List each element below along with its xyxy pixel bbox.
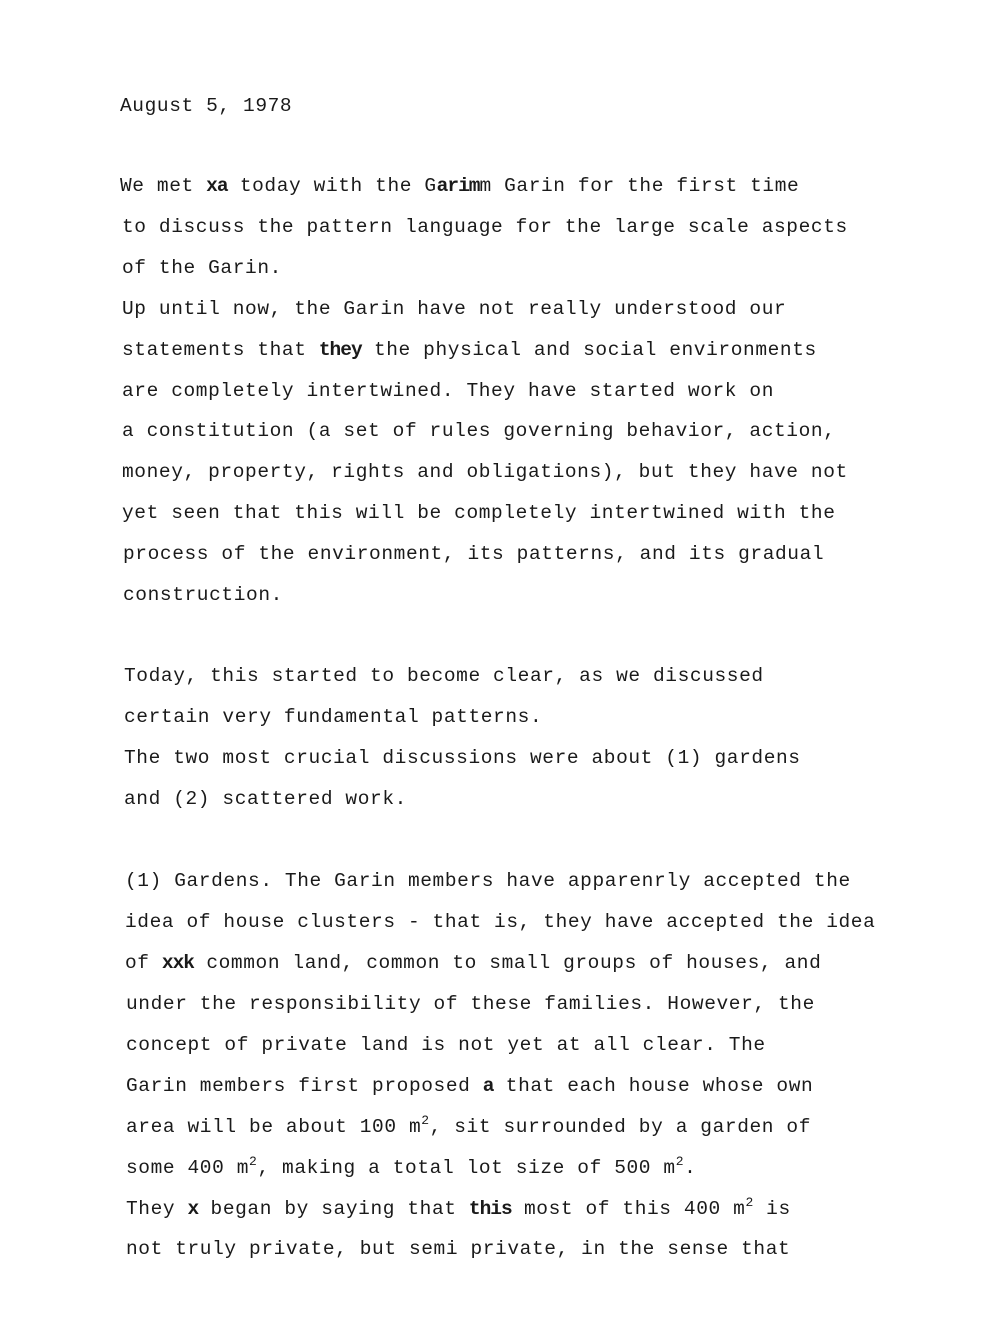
text-line — [126, 1195, 791, 1220]
text-line: to discuss the pattern language for the large scale aspects — [122, 216, 848, 238]
text-line: are completely intertwined. They have started work on — [122, 380, 775, 402]
text-line: construction. — [123, 584, 283, 606]
superscript: 2 — [421, 1113, 430, 1128]
text-segment: some 400 m — [126, 1157, 250, 1179]
text-segment: of — [125, 952, 162, 974]
text-segment: , sit surrounded by a garden of — [429, 1116, 812, 1138]
text-segment: began by saying that — [198, 1198, 469, 1220]
text-segment: is — [753, 1198, 791, 1220]
text-line: under the responsibility of these families. However, the — [126, 993, 815, 1015]
superscript: 2 — [675, 1154, 685, 1169]
text-line — [122, 341, 817, 361]
text-line — [125, 954, 821, 974]
text-segment: that each house whose own — [493, 1075, 814, 1097]
text-line: a constitution (a set of rules governing behavior, action, — [122, 420, 836, 442]
text-segment: , making a total lot size of 500 m — [257, 1157, 676, 1179]
text-line: and (2) scattered work. — [124, 788, 407, 810]
text-line: money, property, rights and obligations), but they have not — [122, 461, 848, 483]
text-segment: most of this 400 m — [511, 1198, 746, 1220]
text-line — [120, 177, 799, 197]
text-segment: statements that — [122, 339, 319, 361]
text-line: Today, this started to become clear, as we discussed — [124, 665, 764, 687]
typed-over-text: a — [482, 1075, 494, 1097]
text-segment: They — [126, 1198, 188, 1220]
typed-over-text: they — [318, 339, 362, 361]
text-line: yet seen that this will be completely intertwined with the — [122, 502, 836, 524]
text-line: (1) Gardens. The Garin members have apparenrly accepted the — [125, 870, 851, 892]
text-segment: . — [684, 1157, 697, 1179]
superscript: 2 — [745, 1195, 754, 1210]
typed-over-text: xxk — [161, 952, 195, 974]
text-segment: area will be about 100 m — [126, 1116, 422, 1138]
typed-over-text: x — [187, 1198, 199, 1220]
text-line: concept of private land is not yet at all clear. The — [126, 1034, 766, 1056]
text-line: The two most crucial discussions were about (1) gardens — [124, 747, 801, 769]
typed-over-text: this — [468, 1198, 512, 1220]
typed-over-text: arim — [436, 175, 480, 197]
text-segment: common land, common to small groups of houses, and — [194, 952, 822, 974]
text-line: Up until now, the Garin have not really understood our — [122, 298, 787, 320]
date-line: August 5, 1978 — [120, 95, 293, 117]
text-line: process of the environment, its patterns, and its gradual — [123, 543, 825, 565]
text-line — [126, 1113, 812, 1138]
text-line: idea of house clusters - that is, they have accepted the idea — [125, 911, 876, 933]
text-segment: We met — [120, 175, 207, 197]
text-line: of the Garin. — [122, 257, 282, 279]
text-line — [126, 1154, 697, 1179]
text-line: certain very fundamental patterns. — [124, 706, 543, 728]
text-line: not truly private, but semi private, in the sense that — [126, 1238, 791, 1260]
text-segment: Garin members first proposed — [126, 1075, 483, 1097]
text-segment: m Garin for the first time — [479, 175, 800, 197]
text-segment: the physical and social environments — [361, 339, 817, 361]
superscript: 2 — [249, 1154, 258, 1169]
text-segment: today with the G — [227, 175, 437, 197]
typed-over-text: xa — [206, 175, 228, 197]
text-line — [126, 1077, 813, 1097]
